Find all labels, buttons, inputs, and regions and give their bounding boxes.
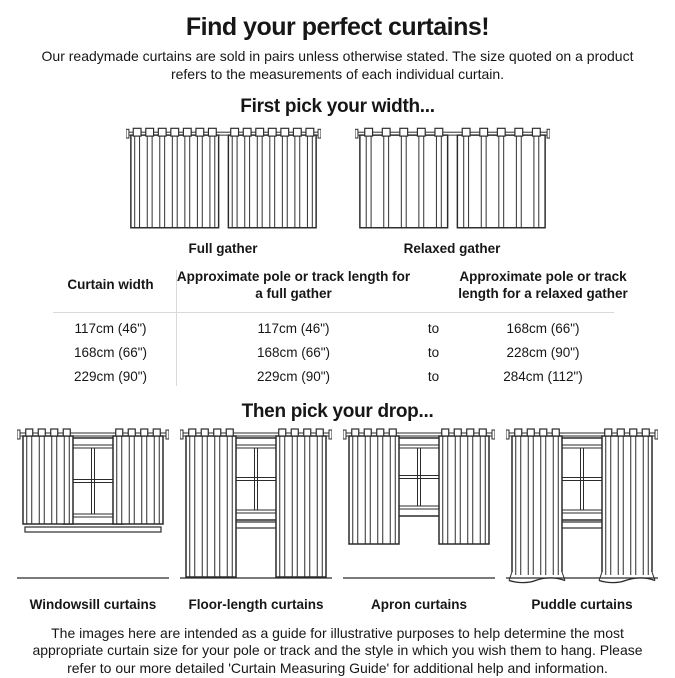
puddle-label: Puddle curtains [531,596,633,612]
cell-to: to [427,369,440,385]
table-row [45,341,630,365]
cell-full: 168cm (66") [256,345,331,361]
floor-length-label: Floor-length curtains [188,596,324,612]
windowsill-label: Windowsill curtains [29,596,157,612]
cell-full: 117cm (46") [257,321,330,337]
apron-label: Apron curtains [370,596,467,612]
intro-text: Our readymade curtains are sold in pairs unless otherwise stated. The size quoted on a product refers to the measurements of each individual curtain. [41,48,634,82]
cell-width: 117cm (46") [74,321,147,337]
windowsill-figure [14,428,172,612]
curtain-drop-art [506,428,658,586]
curtain-drop-art [17,428,169,586]
curtain-drop-art [180,428,332,586]
floor-length-figure [177,428,335,612]
header-relaxed-gather: Approximate pole or track length for a relaxed gather [458,268,628,301]
curtain-drop-art [343,428,495,586]
cell-width: 168cm (66") [73,345,148,361]
relaxed-gather-illustration [355,126,550,232]
drop-illustrations-row [0,428,675,612]
full-gather-illustration [126,126,321,232]
cell-full: 229cm (90") [256,369,331,385]
header-curtain-width: Curtain width [67,277,154,293]
header-spacer [411,286,456,295]
table-vertical-divider [176,270,177,386]
size-table [45,269,630,389]
puddle-figure [503,428,661,612]
windowsill-curtains-illustration [17,428,169,586]
puddle-curtains-illustration [506,428,658,586]
cell-relaxed: 228cm (90") [506,345,580,361]
table-row [45,317,630,341]
apron-curtains-illustration [343,428,495,586]
full-gather-figure [126,126,321,256]
cell-relaxed: 284cm (112") [503,369,583,385]
page-title: Find your perfect curtains! [185,13,490,41]
header-full-gather: Approximate pole or track length for a full gather [176,268,411,301]
drop-section-heading: Then pick your drop... [241,400,434,422]
table-header-row [45,269,630,312]
width-section-heading: First pick your width... [240,95,435,117]
table-row [45,365,630,389]
footer-disclaimer: The images here are intended as a guide for illustrative purposes to help determine the most appropriate curtain size for your pole or track and the style in which you wish them to hang. Please refer to our more detailed 'Curtain Measuring Guide' for additional help and information. [32,624,643,677]
cell-relaxed: 168cm (66") [506,321,580,337]
curtain-pair-art [355,126,550,232]
cell-to: to [427,345,440,361]
cell-width: 229cm (90") [73,369,148,385]
floor-length-curtains-illustration [180,428,332,586]
full-gather-label: Full gather [188,240,258,256]
table-header-rule [53,312,614,313]
width-illustrations-row [0,126,675,256]
curtain-pair-art [126,126,321,232]
cell-to: to [427,321,440,337]
relaxed-gather-figure [355,126,550,256]
relaxed-gather-label: Relaxed gather [403,240,501,256]
apron-figure [340,428,498,612]
